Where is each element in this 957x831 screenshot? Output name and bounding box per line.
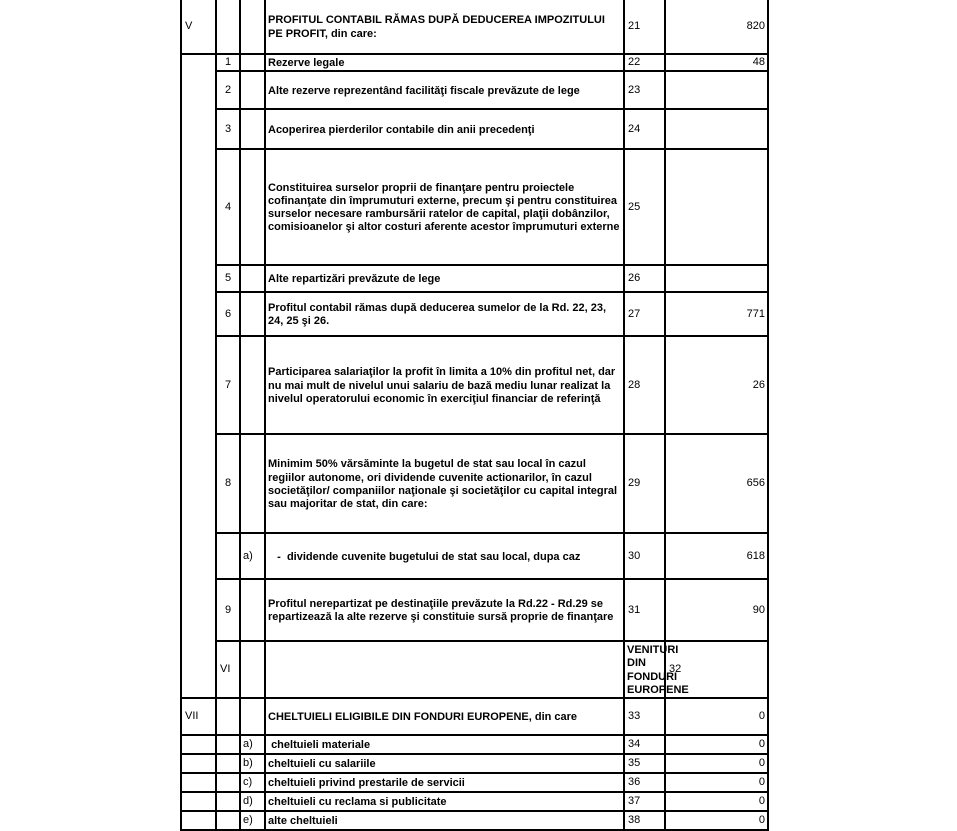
row-code: 38 — [624, 811, 665, 830]
row-description: - dividende cuvenite bugetului de stat sau local, dupa caz — [265, 533, 624, 579]
row-letter: b) — [240, 754, 265, 773]
row-value — [665, 265, 768, 292]
table-row — [181, 698, 768, 735]
row-letter: a) — [240, 533, 265, 579]
row-number: 4 — [216, 149, 240, 265]
row-number — [216, 773, 240, 792]
row-value: 820 — [665, 0, 768, 54]
row-value: 26 — [665, 336, 768, 434]
row-value: 771 — [665, 292, 768, 336]
table-row — [181, 579, 768, 641]
row-description: Constituirea surselor proprii de finanţare pentru proiectele cofinanţate din împrumuturi externe, precum şi pentru constituirea surselor necesare rambursării ratelor de capital, plaţii dobânzilor, comisioanelor şi altor costuri aferente acestor împrumuturi externe — [265, 149, 624, 265]
row-description: cheltuieli privind prestarile de servicii — [265, 773, 624, 792]
table-row — [181, 434, 768, 533]
row-value: 48 — [665, 54, 768, 71]
row-description: VENITURI DIN FONDURI EUROPENE — [624, 641, 665, 698]
row-number — [216, 533, 240, 579]
row-code: 27 — [624, 292, 665, 336]
row-letter — [240, 292, 265, 336]
row-number: 7 — [216, 336, 240, 434]
row-letter — [240, 71, 265, 109]
row-roman-numeral — [181, 735, 216, 754]
row-description: Profitul contabil rămas după deducerea sumelor de la Rd. 22, 23, 24, 25 şi 26. — [265, 292, 624, 336]
row-letter — [240, 698, 265, 735]
row-code: 26 — [624, 265, 665, 292]
row-code: 23 — [624, 71, 665, 109]
row-code: 24 — [624, 109, 665, 149]
row-value: 656 — [665, 434, 768, 533]
row-number — [216, 0, 240, 54]
row-description: alte cheltuieli — [265, 811, 624, 830]
row-number: 2 — [216, 71, 240, 109]
row-number — [216, 792, 240, 811]
row-letter: e) — [240, 811, 265, 830]
row-value: 0 — [665, 698, 768, 735]
row-code: 34 — [624, 735, 665, 754]
table-row — [181, 265, 768, 292]
row-number — [216, 735, 240, 754]
row-code: 35 — [624, 754, 665, 773]
row-value: 90 — [665, 579, 768, 641]
table-row — [181, 811, 768, 830]
row-letter — [240, 54, 265, 71]
table-row — [181, 735, 768, 754]
row-description: cheltuieli cu reclama si publicitate — [265, 792, 624, 811]
row-letter — [240, 434, 265, 533]
row-letter: a) — [240, 735, 265, 754]
row-roman-numeral — [181, 811, 216, 830]
row-code: 21 — [624, 0, 665, 54]
row-number: 3 — [216, 109, 240, 149]
table-row — [181, 292, 768, 336]
row-value: 618 — [665, 533, 768, 579]
row-number — [240, 641, 265, 698]
row-number: 6 — [216, 292, 240, 336]
row-roman-numeral — [181, 754, 216, 773]
row-letter: c) — [240, 773, 265, 792]
row-description: Profitul nerepartizat pe destinaţiile prevăzute la Rd.22 - Rd.29 se repartizează la alte rezerve şi constituie sursă proprie de finanţare — [265, 579, 624, 641]
row-letter — [240, 336, 265, 434]
table-row — [181, 792, 768, 811]
row-value — [665, 109, 768, 149]
row-value: 0 — [665, 754, 768, 773]
table-row — [181, 533, 768, 579]
table-row — [181, 754, 768, 773]
row-description: cheltuieli cu salariile — [265, 754, 624, 773]
row-letter — [240, 149, 265, 265]
row-code: 28 — [624, 336, 665, 434]
row-code: 31 — [624, 579, 665, 641]
row-roman-numeral — [181, 773, 216, 792]
row-description: CHELTUIELI ELIGIBILE DIN FONDURI EUROPENE, din care — [265, 698, 624, 735]
row-letter — [240, 579, 265, 641]
row-number — [216, 811, 240, 830]
row-number — [216, 754, 240, 773]
row-code: 36 — [624, 773, 665, 792]
row-description: PROFITUL CONTABIL RĂMAS DUPĂ DEDUCEREA IMPOZITULUI PE PROFIT, din care: — [265, 0, 624, 54]
row-code: 32 — [665, 641, 768, 698]
row-letter — [240, 0, 265, 54]
table-row — [181, 773, 768, 792]
row-roman-numeral — [181, 792, 216, 811]
row-value: 0 — [665, 735, 768, 754]
row-description: Alte repartizări prevăzute de lege — [265, 265, 624, 292]
table-row — [181, 336, 768, 434]
row-letter: d) — [240, 792, 265, 811]
row-number: 8 — [216, 434, 240, 533]
row-code: 30 — [624, 533, 665, 579]
row-value: 0 — [665, 811, 768, 830]
table-row — [181, 54, 768, 71]
budget-table — [180, 0, 769, 831]
row-description: Participarea salariaţilor la profit în limita a 10% din profitul net, dar nu mai mult de nivelul unui salariu de bază mediu lunar realizat la nivelul operatorului economic în exerciţiul financiar de referinţă — [265, 336, 624, 434]
row-roman-numeral: V — [181, 0, 216, 54]
row-roman-numeral — [181, 54, 216, 698]
row-code: 25 — [624, 149, 665, 265]
row-letter — [265, 641, 624, 698]
table-row — [181, 109, 768, 149]
row-number: 9 — [216, 579, 240, 641]
row-description: Alte rezerve reprezentând facilităţi fiscale prevăzute de lege — [265, 71, 624, 109]
row-value: 0 — [665, 792, 768, 811]
row-description: Minimim 50% vărsăminte la bugetul de stat sau local în cazul regiilor autonome, ori dividende cuvenite actionarilor, în cazul societăţilor/ companiilor naţionale şi societăţilor cu capital integral sau majoritar de stat, din care: — [265, 434, 624, 533]
table-row — [181, 149, 768, 265]
row-value — [665, 149, 768, 265]
row-description: Rezerve legale — [265, 54, 624, 71]
row-value — [665, 71, 768, 109]
row-description: cheltuieli materiale — [265, 735, 624, 754]
row-number: 5 — [216, 265, 240, 292]
row-number: 1 — [216, 54, 240, 71]
row-number — [216, 698, 240, 735]
row-value: 0 — [665, 773, 768, 792]
row-roman-numeral: VII — [181, 698, 216, 735]
table-row — [181, 71, 768, 109]
row-code: 29 — [624, 434, 665, 533]
row-code: 22 — [624, 54, 665, 71]
row-letter — [240, 109, 265, 149]
row-letter — [240, 265, 265, 292]
table-row — [181, 0, 768, 54]
row-code: 37 — [624, 792, 665, 811]
row-description: Acoperirea pierderilor contabile din anii precedenţi — [265, 109, 624, 149]
row-roman-numeral: VI — [216, 641, 240, 698]
row-code: 33 — [624, 698, 665, 735]
table-row — [181, 641, 768, 698]
